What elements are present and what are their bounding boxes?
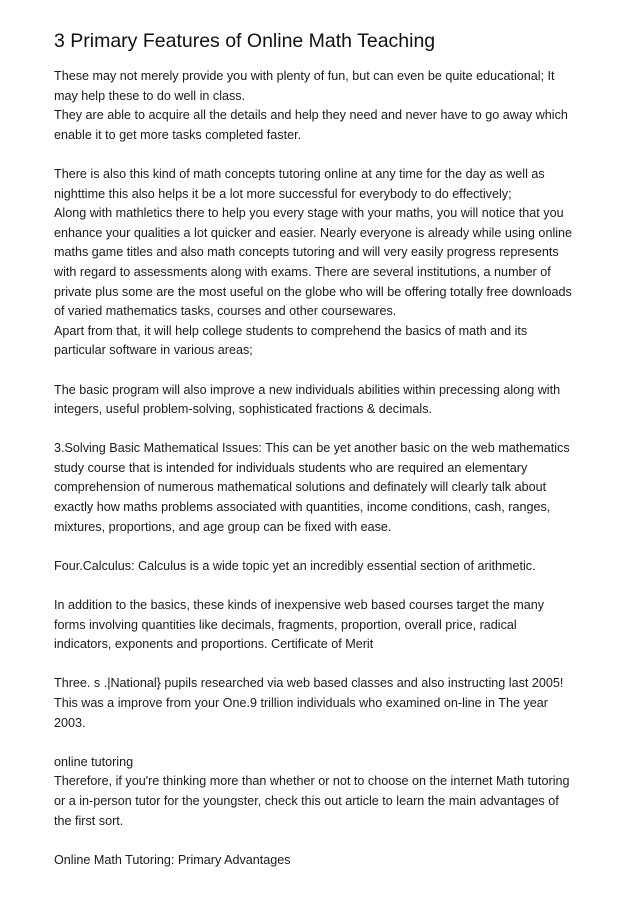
document-body [54, 67, 598, 870]
text-line: exactly how maths problems associated with quantities, income conditions, cash, ranges, [54, 500, 551, 515]
paragraph-gap [54, 655, 598, 675]
paragraph-gap [54, 537, 598, 557]
text-line: nighttime this also helps it be a lot more successful for everybody to do effectively; [54, 186, 512, 201]
text-line: the first sort. [54, 813, 124, 828]
text-line: forms involving quantities like decimals, fragments, proportion, overall price, radical [54, 617, 517, 632]
text-line: study course that is intended for individuals students who are required an elementary [54, 460, 528, 475]
paragraph [54, 674, 598, 733]
text-line: of varied mathematics tasks, courses and other coursewares. [54, 304, 397, 319]
text-line: This was a improve from your One.9 trillion individuals who examined on-line in The year [54, 696, 548, 710]
text-line: 2003. [54, 715, 86, 730]
paragraph [54, 557, 598, 577]
text-line: with regard to assessments along with exams. There are several institutions, a number of [54, 264, 551, 279]
text-line: They are able to acquire all the details and help they need and never have to go away which [54, 108, 568, 123]
text-line: enhance your qualities a lot quicker and easier. Nearly everyone is already while using online [54, 225, 573, 240]
paragraph-gap [54, 733, 598, 753]
text-line: integers, useful problem-solving, sophisticated fractions & decimals. [54, 402, 432, 417]
text-line: In addition to the basics, these kinds of inexpensive web based courses target the many [54, 598, 545, 613]
paragraph-gap [54, 420, 598, 440]
paragraph [54, 165, 598, 361]
text-line: mixtures, proportions, and age group can be fixed with ease. [54, 519, 392, 534]
paragraph-gap [54, 576, 598, 596]
paragraph [54, 851, 598, 871]
text-line: maths game titles and also math concepts tutoring and will very easily progress represents [54, 245, 559, 260]
text-line: Online Math Tutoring: Primary Advantages [54, 852, 291, 867]
text-line: comprehension of numerous mathematical solutions and definately will clearly talk about [54, 480, 547, 495]
text-line: online tutoring [54, 754, 134, 769]
text-line: Therefore, if you're thinking more than whether or not to choose on the internet Math tutoring [54, 774, 570, 789]
text-line: private plus some are the most useful on the globe who will be offering totally free downloads [54, 284, 572, 299]
text-line: enable it to get more tasks completed faster. [54, 127, 302, 142]
text-line: may help these to do well in class. [54, 88, 246, 103]
text-line: The basic program will also improve a new individuals abilities within precessing along with [54, 382, 561, 397]
paragraph [54, 67, 598, 145]
paragraph-gap [54, 831, 598, 851]
paragraph [54, 381, 598, 420]
text-line: indicators, exponents and proportions. Certificate of Merit [54, 637, 374, 652]
text-line: Four.Calculus: Calculus is a wide topic yet an incredibly essential section of arithmetic. [54, 558, 536, 573]
page-title: 3 Primary Features of Online Math Teaching [54, 30, 436, 52]
paragraph [54, 753, 598, 831]
text-line: Apart from that, it will help college students to comprehend the basics of math and its [54, 323, 528, 338]
text-line: or a in-person tutor for the youngster, check this out article to learn the main advantages of [54, 793, 559, 808]
paragraph-gap [54, 145, 598, 165]
text-line: These may not merely provide you with plenty of fun, but can even be quite educational; It [54, 69, 555, 83]
paragraph [54, 596, 598, 655]
paragraph [54, 439, 598, 537]
paragraph-gap [54, 361, 598, 381]
text-line: 3.Solving Basic Mathematical Issues: This can be yet another basic on the web mathematics [54, 441, 570, 456]
text-line: Along with mathletics there to help you every stage with your maths, you will notice that you [54, 206, 564, 221]
text-line: particular software in various areas; [54, 343, 253, 358]
text-line: There is also this kind of math concepts tutoring online at any time for the day as well as [54, 166, 545, 181]
text-line: Three. s .|National} pupils researched via web based classes and also instructing last 2005! [54, 676, 564, 691]
